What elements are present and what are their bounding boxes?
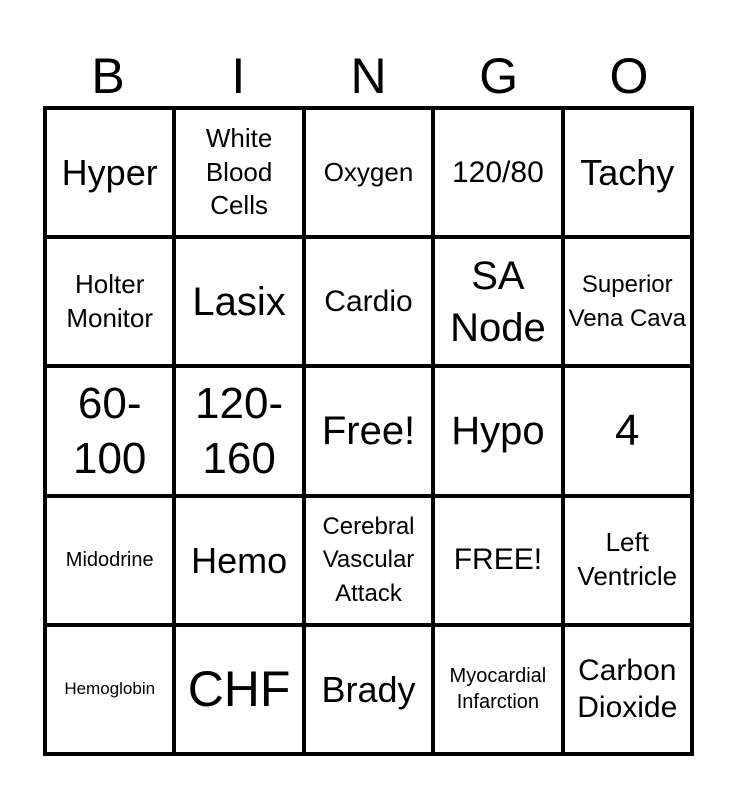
- cell-text: Lasix: [192, 279, 286, 324]
- cell-text: Cardio: [324, 285, 413, 319]
- header-letter-b: B: [91, 48, 125, 104]
- bingo-cell[interactable]: [45, 366, 174, 495]
- cell-text: Hemo: [191, 539, 288, 581]
- cell-text: Cerebral Vascular Attack: [322, 512, 415, 607]
- cell-text: Hypo: [451, 408, 545, 453]
- cell-text: Oxygen: [323, 156, 414, 187]
- bingo-cell[interactable]: [304, 237, 433, 366]
- bingo-cell[interactable]: [45, 237, 174, 366]
- cell-text: Hyper: [61, 152, 158, 193]
- cell-text: 60-100: [72, 378, 147, 483]
- cell-text: FREE!: [453, 543, 543, 577]
- bingo-cell[interactable]: [433, 366, 562, 495]
- bingo-cell[interactable]: [174, 625, 303, 754]
- header-letter-g: G: [479, 48, 519, 104]
- cell-text: Left Ventricle: [577, 527, 678, 592]
- bingo-cell[interactable]: [563, 366, 692, 495]
- bingo-cell[interactable]: [563, 496, 692, 625]
- bingo-cell[interactable]: [563, 237, 692, 366]
- bingo-cell[interactable]: [304, 496, 433, 625]
- cell-text: 120/80: [452, 155, 544, 189]
- bingo-cell[interactable]: [563, 625, 692, 754]
- bingo-cell[interactable]: [563, 108, 692, 237]
- cell-text: 4: [615, 406, 640, 456]
- bingo-cell[interactable]: [304, 366, 433, 495]
- bingo-cell[interactable]: [174, 108, 303, 237]
- cell-text: Hemoglobin: [64, 679, 156, 699]
- cell-text: Midodrine: [65, 549, 154, 572]
- cell-text: SA Node: [450, 253, 546, 350]
- cell-text: Free!: [321, 408, 416, 453]
- bingo-cell[interactable]: [304, 625, 433, 754]
- bingo-cell[interactable]: [174, 496, 303, 625]
- cell-text: CHF: [187, 660, 291, 717]
- bingo-cell[interactable]: [174, 366, 303, 495]
- bingo-cell[interactable]: [45, 496, 174, 625]
- header-letter-n: N: [350, 48, 387, 104]
- bingo-cell[interactable]: [174, 237, 303, 366]
- bingo-header: [43, 46, 694, 106]
- cell-text: Tachy: [580, 152, 675, 193]
- bingo-board: [43, 106, 694, 756]
- header-letter-o: O: [609, 48, 649, 104]
- cell-text: Superior Vena Cava: [568, 271, 686, 332]
- bingo-cell[interactable]: [433, 108, 562, 237]
- cell-text: Carbon Dioxide: [577, 653, 678, 725]
- bingo-cell[interactable]: [45, 108, 174, 237]
- bingo-cell[interactable]: [45, 625, 174, 754]
- bingo-cell[interactable]: [433, 625, 562, 754]
- header-letter-i: I: [231, 48, 246, 104]
- cell-text: Myocardial Infarction: [449, 665, 547, 714]
- cell-text: 120-160: [195, 378, 284, 483]
- bingo-cell[interactable]: [433, 496, 562, 625]
- cell-text: Holter Monitor: [66, 268, 154, 333]
- bingo-cell[interactable]: [433, 237, 562, 366]
- cell-text: White Blood Cells: [205, 122, 273, 221]
- bingo-cell[interactable]: [304, 108, 433, 237]
- cell-text: Brady: [321, 668, 416, 710]
